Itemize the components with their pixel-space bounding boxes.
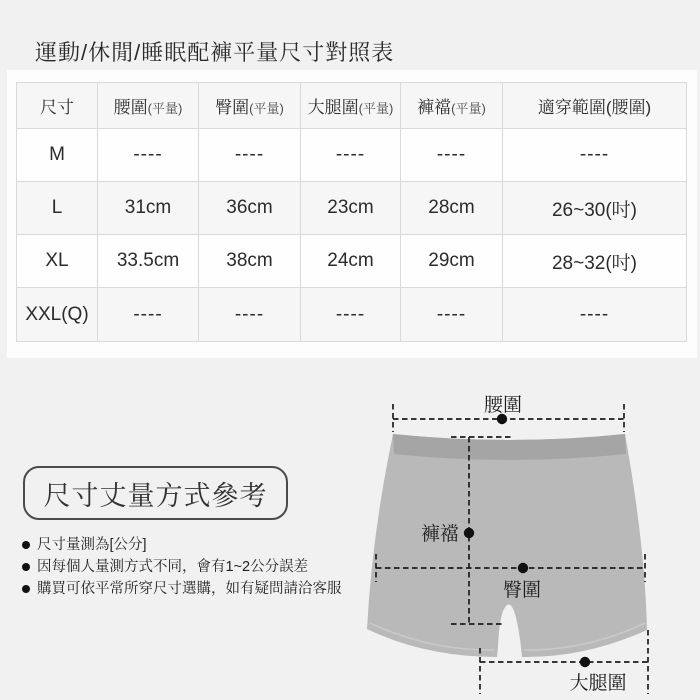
hip-cell: ---- bbox=[199, 288, 301, 342]
waist-cell: ---- bbox=[98, 288, 199, 342]
table-row-m bbox=[17, 129, 687, 182]
size-chart-table bbox=[16, 82, 687, 342]
crotch-cell: 29cm bbox=[401, 235, 503, 288]
fit-range-cell: ---- bbox=[503, 129, 687, 182]
page-title: 運動/休閒/睡眠配褲平量尺寸對照表 bbox=[35, 40, 395, 65]
hip-cell: 36cm bbox=[199, 182, 301, 235]
col-header-fit-range: 適穿範圍(腰圍) bbox=[503, 83, 687, 129]
size-cell: XL bbox=[17, 235, 98, 288]
measure-guide-notes bbox=[22, 534, 352, 600]
col-header-hip: 臀圍(平量) bbox=[199, 83, 301, 129]
thigh-cell: 24cm bbox=[301, 235, 401, 288]
size-cell: L bbox=[17, 182, 98, 235]
col-header-waist: 腰圍(平量) bbox=[98, 83, 199, 129]
hip-measure-dot bbox=[518, 563, 528, 573]
crotch-cell: ---- bbox=[401, 288, 503, 342]
size-cell: XXL(Q) bbox=[17, 288, 98, 342]
crotch-cell: ---- bbox=[401, 129, 503, 182]
note-text: 尺寸量測為[公分] bbox=[37, 537, 147, 553]
fit-range-cell: 26~30(吋) bbox=[503, 182, 687, 235]
table-row-l bbox=[17, 182, 687, 235]
crotch-label: 褲襠 bbox=[420, 524, 459, 545]
col-header-thigh: 大腿圍(平量) bbox=[301, 83, 401, 129]
crotch-measure-dot bbox=[464, 528, 474, 538]
note-text: 因每個人量測方式不同，會有1~2公分誤差 bbox=[37, 559, 309, 575]
shorts-measurement-diagram bbox=[350, 385, 700, 700]
thigh-label: 大腿圍 bbox=[569, 673, 627, 694]
crotch-cell: 28cm bbox=[401, 182, 503, 235]
bullet-dot-icon bbox=[22, 541, 30, 549]
thigh-cell: 23cm bbox=[301, 182, 401, 235]
thigh-cell: ---- bbox=[301, 288, 401, 342]
measure-guide-heading: 尺寸丈量方式參考 bbox=[43, 480, 268, 511]
note-line bbox=[22, 534, 352, 556]
waist-cell: 31cm bbox=[98, 182, 199, 235]
waist-label: 腰圍 bbox=[483, 395, 523, 416]
table-row-xxl bbox=[17, 288, 687, 342]
thigh-cell: ---- bbox=[301, 129, 401, 182]
shorts-body-shape bbox=[367, 434, 647, 657]
table-header-row bbox=[17, 83, 687, 129]
note-line bbox=[22, 556, 352, 578]
col-header-crotch: 褲襠(平量) bbox=[401, 83, 503, 129]
hip-cell: ---- bbox=[199, 129, 301, 182]
size-cell: M bbox=[17, 129, 98, 182]
col-header-size: 尺寸 bbox=[17, 83, 98, 129]
waist-cell: 33.5cm bbox=[98, 235, 199, 288]
fit-range-cell: ---- bbox=[503, 288, 687, 342]
bullet-dot-icon bbox=[22, 563, 30, 571]
hip-cell: 38cm bbox=[199, 235, 301, 288]
bullet-dot-icon bbox=[22, 585, 30, 593]
shorts-waistband-shape bbox=[393, 434, 626, 460]
table-row-xl bbox=[17, 235, 687, 288]
measure-guide-heading-box bbox=[23, 466, 288, 520]
waist-cell: ---- bbox=[98, 129, 199, 182]
thigh-measure-dot bbox=[580, 657, 590, 667]
note-line bbox=[22, 578, 352, 600]
note-text: 購買可依平常所穿尺寸選購，如有疑問請洽客服 bbox=[37, 581, 342, 597]
hip-label: 臀圍 bbox=[502, 580, 542, 601]
fit-range-cell: 28~32(吋) bbox=[503, 235, 687, 288]
